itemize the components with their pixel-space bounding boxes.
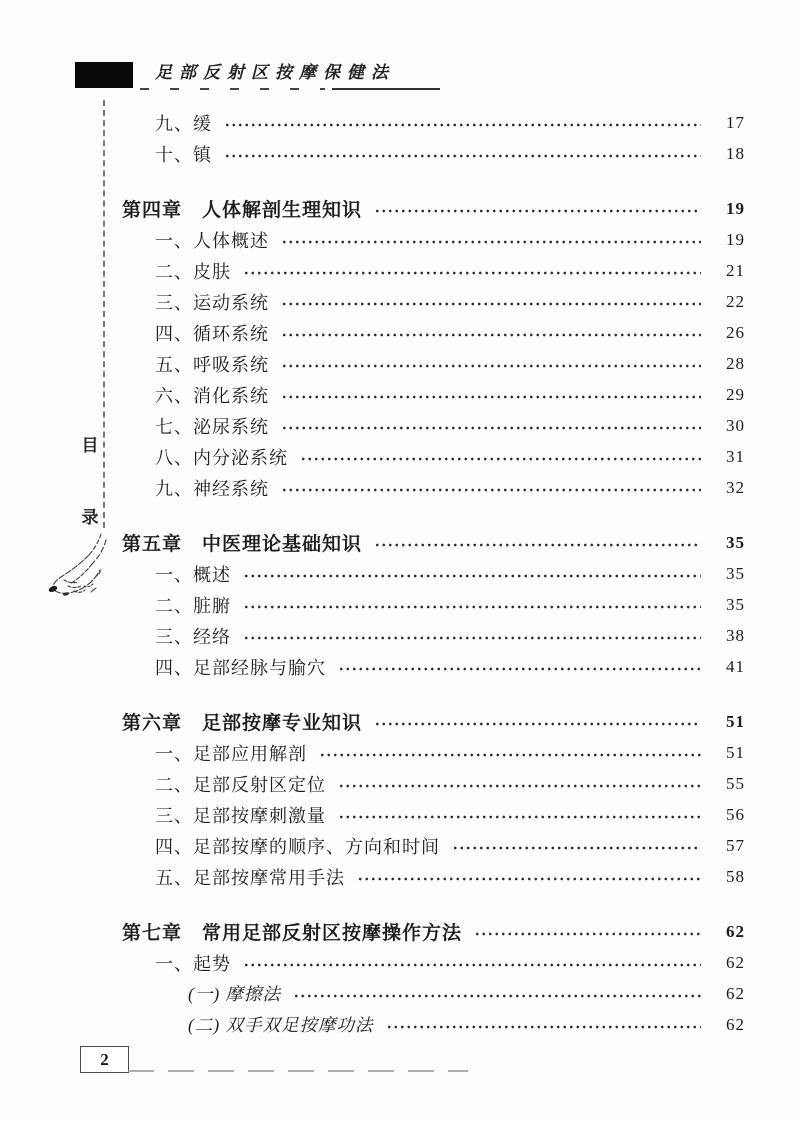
dot-leader — [357, 875, 701, 883]
toc-entry-title: 四、循环系统 — [155, 323, 269, 344]
toc-entry-title: 七、泌尿系统 — [155, 416, 269, 437]
dot-leader — [243, 269, 701, 277]
toc-entry-row — [122, 107, 745, 138]
toc-entry-title: 六、消化系统 — [155, 385, 269, 406]
toc-entry-title: 第四章 人体解剖生理知识 — [122, 200, 363, 221]
toc-entry-row — [122, 317, 745, 348]
dot-leader — [243, 603, 701, 611]
toc-entry-title: 一、起势 — [155, 953, 231, 974]
toc-entry-page: 62 — [726, 952, 745, 972]
dot-leader — [386, 1023, 701, 1031]
toc-chapter-row — [122, 193, 745, 224]
toc-entry-title: 第五章 中医理论基础知识 — [122, 534, 363, 555]
dot-leader — [452, 844, 701, 852]
toc-entry-title: 二、脏腑 — [155, 595, 231, 616]
running-head-book-title: 足部反射区按摩保健法 — [155, 63, 395, 82]
toc-entry-row — [122, 286, 745, 317]
toc-entry-row — [122, 620, 745, 651]
toc-entry-row — [122, 861, 745, 892]
toc-entry-page: 57 — [726, 835, 745, 855]
toc-entry-page: 38 — [726, 625, 745, 645]
chapter-marker-square — [75, 62, 133, 88]
dot-leader — [281, 486, 701, 494]
toc-chapter-row — [122, 706, 745, 737]
toc-entry-row — [122, 799, 745, 830]
toc-entry-page: 32 — [726, 477, 745, 497]
toc-entry-page: 35 — [726, 532, 745, 552]
toc-entry-title: 二、皮肤 — [155, 261, 231, 282]
toc-entry-page: 26 — [726, 322, 745, 342]
margin-dashed-line — [103, 100, 105, 528]
toc-entry-row — [122, 441, 745, 472]
toc-entry-page: 17 — [726, 112, 745, 132]
dot-leader — [319, 751, 701, 759]
toc-entry-row — [122, 379, 745, 410]
toc-entry-title: 二、足部反射区定位 — [155, 774, 326, 795]
toc-entry-title: 五、足部按摩常用手法 — [155, 867, 345, 888]
header-underline-solid — [332, 88, 440, 90]
dot-leader — [281, 393, 701, 401]
toc-entry-title: 四、足部经脉与腧穴 — [155, 657, 326, 678]
foot-massage-sketch-icon — [44, 528, 124, 612]
toc-entry-title: 三、运动系统 — [155, 292, 269, 313]
header-underline-dashed — [140, 88, 325, 90]
dot-leader — [300, 455, 701, 463]
toc-entry-page: 56 — [726, 804, 745, 824]
toc-entry-row — [122, 651, 745, 682]
dot-leader — [243, 572, 701, 580]
toc-entry-row — [122, 737, 745, 768]
dot-leader — [243, 634, 701, 642]
toc-entry-title: 八、内分泌系统 — [155, 447, 288, 468]
toc-entry-page: 19 — [726, 229, 745, 249]
toc-entry-row — [122, 472, 745, 503]
toc-entry-row — [122, 768, 745, 799]
toc-entry-page: 55 — [726, 773, 745, 793]
dot-leader — [374, 720, 701, 728]
toc-entry-row — [122, 138, 745, 169]
toc-entry-row — [122, 224, 745, 255]
toc-chapter-row — [122, 527, 745, 558]
toc-entry-row — [122, 348, 745, 379]
toc-entry-title: 第七章 常用足部反射区按摩操作方法 — [122, 923, 463, 944]
dot-leader — [243, 961, 701, 969]
dot-leader — [224, 152, 701, 160]
dot-leader — [338, 782, 701, 790]
toc-entry-page: 62 — [726, 921, 745, 941]
toc-entry-page: 30 — [726, 415, 745, 435]
toc-entry-title: 十、镇 — [155, 144, 212, 165]
toc-entry-title: 四、足部按摩的顺序、方向和时间 — [155, 836, 440, 857]
toc-entry-row — [122, 255, 745, 286]
dot-leader — [338, 665, 701, 673]
footer-rule-line — [128, 1070, 468, 1072]
toc-entry-page: 21 — [726, 260, 745, 280]
toc-entry-row — [122, 830, 745, 861]
table-of-contents — [122, 107, 745, 1040]
dot-leader — [224, 121, 701, 129]
toc-entry-title: (一) 摩擦法 — [188, 984, 282, 1004]
toc-entry-page: 31 — [726, 446, 745, 466]
toc-entry-page: 62 — [726, 1014, 745, 1034]
side-label-mu: 目 — [81, 436, 99, 455]
toc-entry-title: (二) 双手双足按摩功法 — [188, 1015, 374, 1035]
toc-entry-row — [122, 978, 745, 1009]
toc-entry-page: 28 — [726, 353, 745, 373]
dot-leader — [338, 813, 701, 821]
dot-leader — [281, 300, 701, 308]
toc-entry-title: 三、足部按摩刺激量 — [155, 805, 326, 826]
folio-page-number-box: 2 — [80, 1046, 129, 1073]
toc-entry-row — [122, 558, 745, 589]
toc-entry-page: 58 — [726, 866, 745, 886]
toc-entry-row — [122, 410, 745, 441]
dot-leader — [281, 362, 701, 370]
toc-entry-page: 18 — [726, 143, 745, 163]
toc-entry-row — [122, 947, 745, 978]
dot-leader — [281, 424, 701, 432]
toc-entry-page: 35 — [726, 594, 745, 614]
toc-entry-page: 51 — [726, 742, 745, 762]
toc-entry-page: 62 — [726, 983, 745, 1003]
dot-leader — [281, 238, 701, 246]
toc-entry-title: 第六章 足部按摩专业知识 — [122, 713, 363, 734]
dot-leader — [474, 930, 701, 938]
toc-entry-title: 五、呼吸系统 — [155, 354, 269, 375]
toc-entry-page: 41 — [726, 656, 745, 676]
toc-entry-row — [122, 589, 745, 620]
toc-entry-page: 35 — [726, 563, 745, 583]
toc-entry-title: 一、人体概述 — [155, 230, 269, 251]
toc-entry-title: 九、神经系统 — [155, 478, 269, 499]
dot-leader — [281, 331, 701, 339]
toc-entry-title: 九、缓 — [155, 113, 212, 134]
toc-entry-page: 29 — [726, 384, 745, 404]
dot-leader — [374, 541, 701, 549]
toc-entry-page: 51 — [726, 711, 745, 731]
toc-entry-title: 一、足部应用解剖 — [155, 743, 307, 764]
dot-leader — [293, 992, 701, 1000]
toc-entry-page: 19 — [726, 198, 745, 218]
toc-entry-row — [122, 1009, 745, 1040]
toc-chapter-row — [122, 916, 745, 947]
toc-entry-title: 一、概述 — [155, 564, 231, 585]
toc-entry-page: 22 — [726, 291, 745, 311]
toc-entry-title: 三、经络 — [155, 626, 231, 647]
side-label-lu: 录 — [81, 508, 99, 527]
dot-leader — [374, 207, 701, 215]
